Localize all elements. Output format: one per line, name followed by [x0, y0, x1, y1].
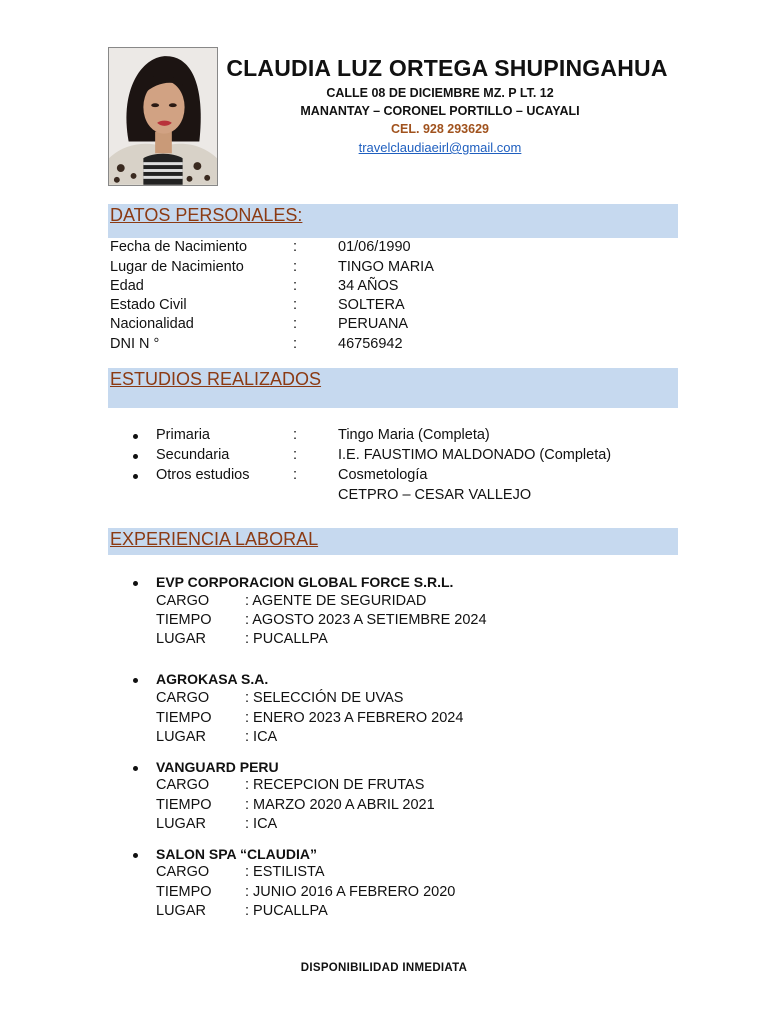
education-label: Secundaria: [156, 447, 230, 463]
phone-number: CEL. 928 293629: [391, 122, 489, 136]
field-colon: :: [293, 336, 298, 352]
tiempo-value: : MARZO 2020 A ABRIL 2021: [245, 797, 435, 813]
lugar-value: : ICA: [245, 729, 278, 745]
portrait-image: [109, 48, 217, 185]
bullet-icon: [133, 678, 138, 683]
profile-photo: [108, 47, 218, 186]
lugar-label: LUGAR: [156, 729, 206, 745]
cargo-label: CARGO: [156, 777, 210, 793]
education-section-band: [108, 368, 678, 408]
tiempo-label: TIEMPO: [156, 710, 212, 726]
field-label: Lugar de Nacimiento: [110, 259, 244, 275]
email-link[interactable]: travelclaudiaeirl@gmail.com: [358, 140, 522, 155]
cargo-value: : AGENTE DE SEGURIDAD: [245, 593, 427, 609]
field-colon: :: [293, 297, 298, 313]
field-label: Edad: [110, 278, 144, 294]
lugar-value: : PUCALLPA: [245, 903, 328, 919]
lugar-label: LUGAR: [156, 631, 206, 647]
field-colon: :: [293, 239, 298, 255]
field-colon: :: [293, 259, 298, 275]
tiempo-label: TIEMPO: [156, 797, 212, 813]
cargo-label: CARGO: [156, 864, 210, 880]
address-line-1: CALLE 08 DE DICIEMBRE MZ. P LT. 12: [326, 86, 554, 100]
field-colon: :: [293, 316, 298, 332]
bullet-icon: [133, 581, 138, 586]
lugar-value: : ICA: [245, 816, 278, 832]
field-label: DNI N °: [110, 336, 160, 352]
field-label: Estado Civil: [110, 297, 187, 313]
bullet-icon: [133, 434, 138, 439]
education-value: I.E. FAUSTIMO MALDONADO (Completa): [338, 447, 612, 463]
lugar-label: LUGAR: [156, 903, 206, 919]
education-colon: :: [293, 467, 298, 483]
cargo-value: : SELECCIÓN DE UVAS: [245, 690, 404, 706]
field-value: 01/06/1990: [338, 239, 411, 255]
lugar-label: LUGAR: [156, 816, 206, 832]
tiempo-label: TIEMPO: [156, 612, 212, 628]
cargo-value: : ESTILISTA: [245, 864, 325, 880]
tiempo-label: TIEMPO: [156, 884, 212, 900]
education-value-extra: CETPRO – CESAR VALLEJO: [338, 487, 532, 503]
personal-section-band: [108, 204, 678, 238]
bullet-icon: [133, 474, 138, 479]
tiempo-value: : AGOSTO 2023 A SETIEMBRE 2024: [245, 612, 487, 628]
cargo-label: CARGO: [156, 593, 210, 609]
field-value: SOLTERA: [338, 297, 405, 313]
job-company: EVP CORPORACION GLOBAL FORCE S.R.L.: [156, 574, 454, 590]
job-company: AGROKASA S.A.: [156, 671, 269, 687]
address-line-2: MANANTAY – CORONEL PORTILLO – UCAYALI: [300, 104, 580, 118]
availability-note: DISPONIBILIDAD INMEDIATA: [300, 962, 468, 974]
field-label: Nacionalidad: [110, 316, 194, 332]
tiempo-value: : ENERO 2023 A FEBRERO 2024: [245, 710, 464, 726]
field-value: 46756942: [338, 336, 403, 352]
job-company: SALON SPA “CLAUDIA”: [156, 846, 317, 862]
field-value: TINGO MARIA: [338, 259, 434, 275]
education-label: Otros estudios: [156, 467, 250, 483]
experience-section-band: [108, 528, 678, 555]
education-colon: :: [293, 427, 298, 443]
education-section-title: ESTUDIOS REALIZADOS: [110, 369, 322, 389]
education-label: Primaria: [156, 427, 210, 443]
education-value: Cosmetología: [338, 467, 428, 483]
experience-section-title: EXPERIENCIA LABORAL: [110, 529, 319, 549]
bullet-icon: [133, 454, 138, 459]
personal-section-title: DATOS PERSONALES:: [110, 205, 303, 225]
lugar-value: : PUCALLPA: [245, 631, 328, 647]
education-value: Tingo Maria (Completa): [338, 427, 490, 443]
cargo-label: CARGO: [156, 690, 210, 706]
field-label: Fecha de Nacimiento: [110, 239, 248, 255]
cargo-value: : RECEPCION DE FRUTAS: [245, 777, 425, 793]
education-colon: :: [293, 447, 298, 463]
candidate-name: CLAUDIA LUZ ORTEGA SHUPINGAHUA: [226, 55, 668, 81]
job-company: VANGUARD PERU: [156, 759, 279, 775]
field-value: 34 AÑOS: [338, 278, 399, 294]
field-value: PERUANA: [338, 316, 409, 332]
tiempo-value: : JUNIO 2016 A FEBRERO 2020: [245, 884, 456, 900]
bullet-icon: [133, 853, 138, 858]
field-colon: :: [293, 278, 298, 294]
bullet-icon: [133, 766, 138, 771]
